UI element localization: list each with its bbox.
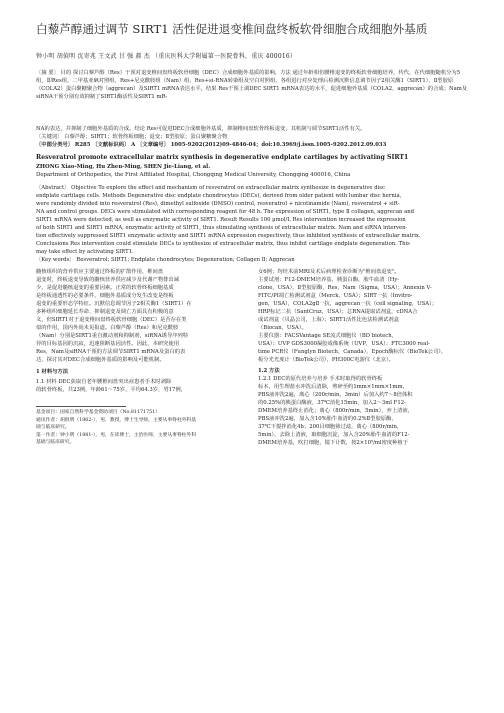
body-line: DMEM培养基，吹打细胞，镜下计数，按2×10⁵/ml密度种植于	[258, 440, 409, 446]
footnote-divider	[36, 406, 126, 407]
abstract-en-line: of both SIRT1 and SIRT1 mRNA, enzymatic activity of SIRT1, thus stimulating synthesis of extracellular matrix. Nam and siRNA interven-	[36, 225, 408, 231]
abstract-cn-body: 〔摘 要〕 目的 探讨白藜芦醇（Res）干预对退变椎间盘终板软骨细胞（DEC）合成细胞外基质的影响，方法 通过年龄相仿腰椎退变的终板软骨细胞培养，传代，在代细胞随机分为5组，即Res组，二甲基亚砜对照组，Res+尼克酰胺组（Nam）组，Res+si-RNA转染组及空白对照组，各组进行对应处理后检测沉默信息调节因子2相关酶1（SIRT1），Ⅱ型胶原（COLA2）蛋白聚糖聚合物（aggrecan）及SIRT1 mRNA表达水平。结果 Res干预上调DEC SIRT1 mRNA表达的水平，促进细胞外基质（COLA2，aggrecan）的合成；Nam及siRNA干预分别有效抑制了SIRT1酶活性及SIRT1 mR-	[36, 70, 468, 100]
body-line: 37℃下搅拌消化4h；200目细胞筛过滤，离心（800r/min，	[258, 424, 403, 430]
classification-cn: 〔中图分类号〕 R285 〔文献标识码〕 A 〔文章编号〕 1005-9202(2012)09-4846-04；doi:10.3969/j.issn.1005-9202.2012.09.033	[36, 142, 387, 148]
footnote-first-author: 第一作者：钟小明（1981-），男，在读博士，主治医师，主要从事脊柱外科	[36, 432, 197, 438]
body-line: 5min），去除上清液，取细胞沉淀，加入含20%胎牛血清的F12-	[258, 432, 410, 438]
abstract-en-line: tion effectively suppressed SIRT1 enzymatic activity and SIRT1 mRNA expression respectively, thus inhibited synthesis of extracellular matrix.	[36, 233, 421, 239]
body-line: 1.2.1 DEC的原代培养与培养 手术时取得的软骨终板	[258, 376, 383, 382]
footnote-corresponding: 础与临床研究。	[36, 425, 70, 430]
body-line: 板分光光度计（BioTek公司），PH300C电游仪（北京）。	[258, 357, 394, 363]
body-line: 成试剂盒（贝晶公司，上海）；SIRT1活性比色法检测试剂盒	[258, 317, 399, 323]
abstract-cn-conclusion: NA的表达，并抑制了细胞外基质的合成。结论 Res可促进DEC合成细胞外基质，抑制椎间盘软骨终板退变，其机制与调节SIRT1活性有关。	[36, 126, 366, 132]
body-line: clone，USA），Ⅱ型胶原酶，Res，Nam（Sigma，USA）；Annexin V-	[258, 285, 432, 291]
body-line: 退变时，终板退变导致的髓核营养供应减少及代谢产物排出减	[36, 277, 180, 283]
title-en: Resveratrol promote extracellular matrix synthesis in degenerative endplate cartilages by activating SIRT1	[36, 154, 409, 161]
body-left-column	[36, 268, 248, 394]
footnote-corresponding: 通讯作者：胡偵明（1962-），男，教授，博士生导师，主要从事脊柱外科基	[36, 417, 197, 423]
abstract-en-line: were randomly divided into resveratrol (Res), dimethyl sulfoxide (DMSO) control, resveratrol + nicotinamide (Nam), resveratrol + siR-	[36, 201, 400, 207]
body-line: Res，Nam及siRNA干预的方法调节SIRT1 mRNA及蛋白的表	[36, 349, 186, 355]
abstract-en	[36, 184, 470, 264]
body-line: 似的作用，国内外尚未见报道。白藜芦醇（Res）和尼克酰胺	[36, 325, 179, 331]
body-line: 主要仪器：FACSVantage SE流式细胞仪（BD biotech，	[258, 333, 397, 339]
abstract-en-line: 〔Abstract〕 Objective To explore the effect and mechanism of resveratrol on extracellular matrix synthesize in degenerative disc	[36, 185, 385, 191]
body-line: gen，USA），COLA2gⅡ一抗，aggrecan一抗（cell signaling，USA）；	[258, 301, 438, 307]
body-line: 髓核组织的营养供应主要通过终板的扩散作用，椎间盘	[36, 269, 164, 275]
abstract-cn	[36, 69, 470, 149]
body-line: DMEM培养基终止消化；离心（800r/min，5min），弃上清液，	[258, 408, 414, 414]
body-line: 少，是促进髓核退变的重要因素。正常的软骨终板细胞基质	[36, 285, 174, 291]
body-line: 1.1 材料 DEC获取自老年腰椎间盘突出症患者手术时剥除	[36, 379, 172, 385]
abstract-en-line: SIRT1 mRNA were detected, as well as enzymatic activity of SIRT1. Result Results 100 μmol/L Res intervention increased the expression	[36, 217, 406, 223]
abstract-en-line: Conclusions Res intervention could stimulate DECs to synthesize of extracellular matrix, thus inhibit cartilage endplate degeneration. This	[36, 241, 410, 247]
body-line: （Nam）分别是SIRT1重自激动剂和抑制剂，siRNA诱导序列特	[36, 333, 189, 339]
body-line: 异的目标基因的沉寂，迅速阻断基因活性。因此，本研究使用	[36, 341, 180, 347]
abstract-en-line: endplate cartilage cells. Methods Degenerative disc endplate chondrocytes (DECs), derived from older patient with lumbar disc hernia,	[36, 193, 402, 199]
body-line: FITC/PI凋亡检测试剂盒（Merck，USA）；SIRT一抗（Invitro-	[258, 293, 413, 299]
authors-en: ZHONG Xiao-Ming, Hu Zhen-Ming, SHEN Jie-Liang, et al.	[36, 164, 211, 170]
body-line: （Biocan，USA）。	[258, 325, 307, 331]
body-line: 是终板通透性的必要条件，细胞外基质成分发生改变是终板	[36, 293, 174, 299]
body-line: 主要试剂：F12-DMEM培养基，胰蛋白酶，胎牛血清（Hy-	[258, 277, 400, 283]
authors-cn: 钟小明 胡偵明 沈寄兆 王文武 甘 强 郝 杰 （重庆医科大学附属第一医院骨科，重庆 400016）	[36, 53, 297, 60]
footnotes	[36, 409, 248, 447]
body-line: 多种组织细胞延长寿命、抑制退变及调亡方面具有积极的意	[36, 309, 174, 315]
abstract-en-line: NA and control groups. DECs were stimulated with corresponding reagent for 48 h. The expression of SIRT1, type Ⅱ collagen, aggrecan and	[36, 209, 415, 215]
body-line: USA）；UVP GDS3000凝胶成像系统（UVP，USA）；FTC3000 real-	[258, 341, 430, 347]
abstract-en-line: may take effect by activating SIRT1.	[36, 249, 134, 255]
section-heading: 1.2 方法	[258, 368, 280, 374]
body-line: 退变的重要形态学特征。沉默信息调节因子2相关酶1（SIRT1）在	[36, 301, 192, 307]
page-title: 白藜芦醇通过调节 SIRT1 活性促进退变椎间盘终板软骨细胞合成细胞外基质	[36, 22, 428, 36]
body-line: 义，但SIRT1对于退变椎间盘终板软骨细胞（DEC）是否存在类	[36, 317, 187, 323]
section-heading: 1 材料与方法	[36, 369, 69, 375]
footnote-first-author: 基础与临床研究。	[36, 440, 75, 445]
body-line: HRP标记二抗（SantCruz，USA）；总RNA提取试剂盒，cDNA合	[258, 309, 418, 315]
keywords-cn: 〔关键词〕 白藜芦醇；SIRT1；软骨终板细胞；退变；Ⅱ型胶原；蛋白聚糖聚合物	[36, 134, 228, 140]
body-line: 的软骨终板，共23例，年龄61～75岁，平均64.3岁，男17例，	[36, 387, 186, 393]
keywords-en: 〔Key words〕 Resveratrol; SIRT1; Endplate chondrocytes; Degeneration; Collagen Ⅱ; Aggrecan	[36, 257, 295, 263]
body-right-column	[258, 268, 470, 447]
body-line: 的0.25%的胰蛋白酶液，37℃消化15min，加入2～3ml F12-	[258, 400, 406, 406]
body-line: 女6例；均经术前MRI及术后病理检查诊断为"椎间盘退变"。	[258, 269, 400, 275]
body-line: 标本，用生理盐水冲洗后清除，剪碎至约1mm×1mm×1mm，	[258, 384, 408, 390]
body-line: 达，探讨其对DEC合成细胞外基质的影响及可能机制。	[36, 357, 165, 363]
body-line: PBS液冲洗2遍，加入含10%胎牛血清的0.2%Ⅱ型胶原酶，	[258, 416, 397, 422]
body-line: PBS液冲洗2遍，离心（200r/min，3min）后加入约7～8倍体积	[258, 392, 413, 398]
footnote-funding: 基金项目：国家自然科学基金资助项目（No.81171751）	[36, 410, 161, 415]
department-en: Department of Orthopedics, the First Affiliated Hospital, Chongqing Medical University, Chongqing 400016, China	[36, 172, 351, 178]
body-line: time PCR仪（Funglyn Biotech，Canada），Epoch酶标仪（BioTek公司），	[258, 349, 447, 355]
